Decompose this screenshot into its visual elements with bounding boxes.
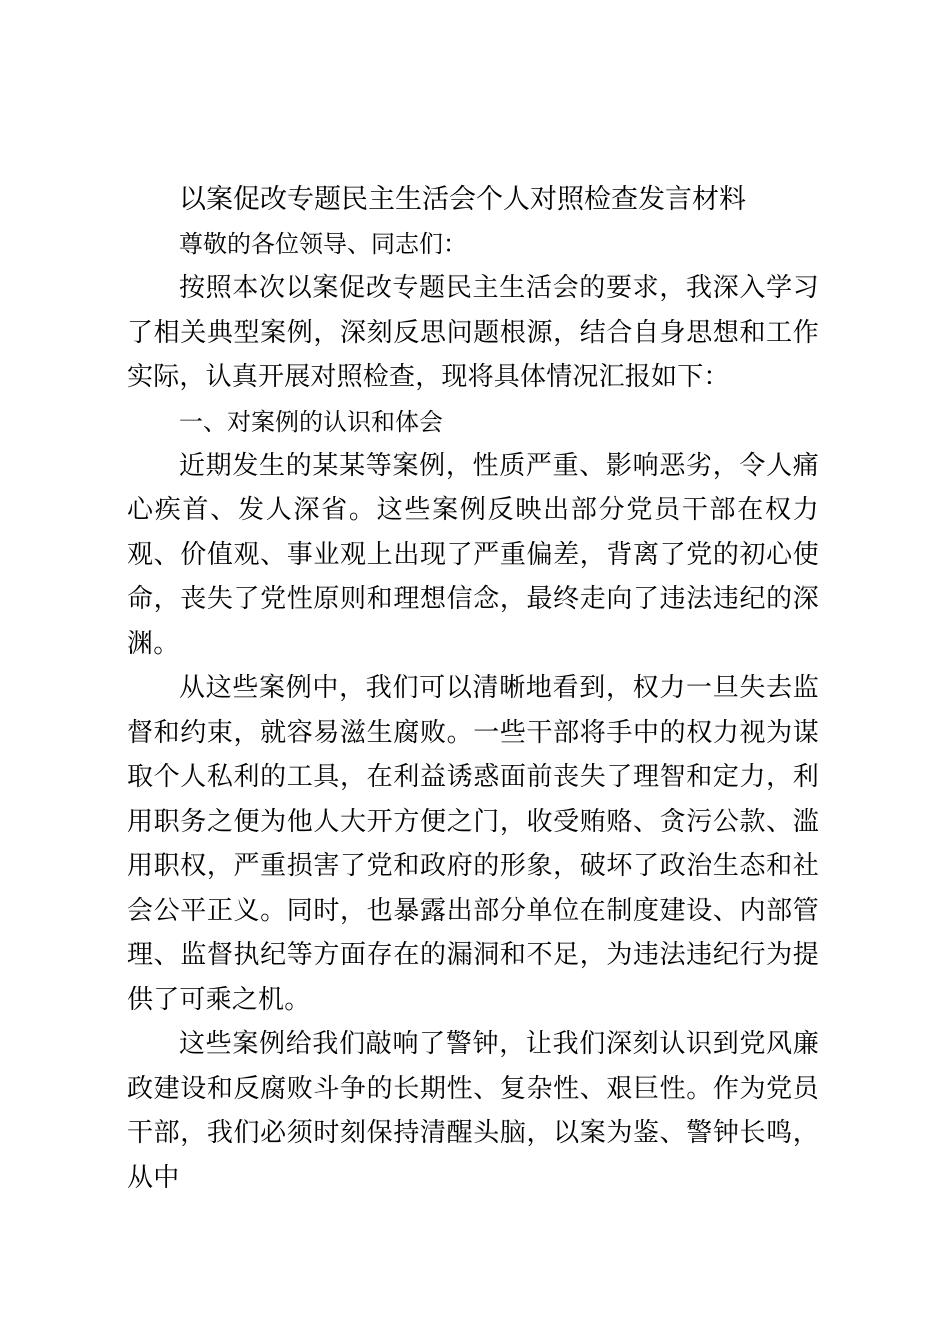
paragraph-1: 近期发生的某某等案例，性质严重、影响恶劣，令人痛心疾首、发人深省。这些案例反映出部分党员干部在权力观、价值观、事业观上出现了严重偏差，背离了党的初心使命，丧失了党性原则和理想信念，最终走向了违法违纪的深渊。 — [127, 450, 819, 659]
intro-paragraph: 按照本次以案促改专题民主生活会的要求，我深入学习了相关典型案例，深刻反思问题根源，结合自身思想和工作实际，认真开展对照检查，现将具体情况汇报如下： — [127, 273, 819, 392]
salutation: 尊敬的各位领导、同志们： — [179, 230, 467, 258]
document-title: 以案促改专题民主生活会个人对照检查发言材料 — [179, 184, 746, 215]
section-heading-1: 一、对案例的认识和体会 — [179, 407, 443, 436]
paragraph-3: 这些案例给我们敲响了警钟，让我们深刻认识到党风廉政建设和反腐败斗争的长期性、复杂性、艰巨性。作为党员干部，我们必须时刻保持清醒头脑，以案为鉴、警钟长鸣，从中 — [127, 1029, 819, 1193]
document-body — [127, 178, 819, 1200]
paragraph-2: 从这些案例中，我们可以清晰地看到，权力一旦失去监督和约束，就容易滋生腐败。一些干部将手中的权力视为谋取个人私利的工具，在利益诱惑面前丧失了理智和定力，利用职务之便为他人大开方便之门，收受贿赂、贪污公款、滥用职权，严重损害了党和政府的形象，破坏了政治生态和社会公平正义。同时，也暴露出部分单位在制度建设、内部管理、监督执纪等方面存在的漏洞和不足，为违法违纪行为提供了可乘之机。 — [127, 673, 819, 1015]
